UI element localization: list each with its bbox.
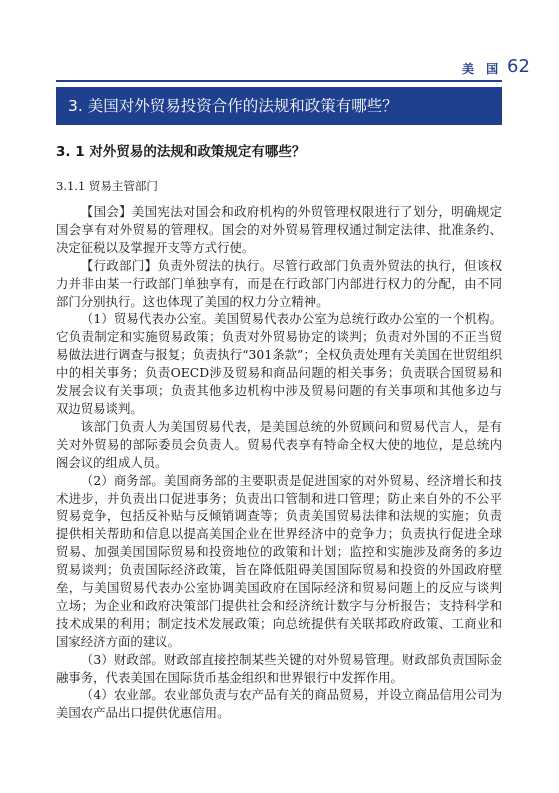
page-number: 62 xyxy=(507,56,530,77)
paragraph-commerce: （2）商务部。美国商务部的主要职责是促进国家的对外贸易、经济增长和技术进步，并负责出口促进事务；负责出口管制和进口管理；防止来自外的不公平贸易竞争，包括反补贴与反倾销调查等；负责美国贸易法律和法规的实施；负责提供相关帮助和信息以提高美国企业在世界经济中的竞争力；负责执行促进全球贸易、加强美国国际贸易和投资地位的政策和计划；监控和实施涉及商务的多边贸易谈判；负责国际经济政策，旨在降低阻碍美国国际贸易和投资的外国政府壁垒，与美国贸易代表办公室协调美国政府在国际经济和贸易问题上的反应与谈判立场；为企业和政府决策部门提供社会和经济统计数字与分析报告；支持科学和技术成果的利用；制定技术发展政策；向总统提供有关联邦政府政策、工商业和国家经济方面的建议。 xyxy=(56,472,502,649)
header-country: 美 国 xyxy=(462,62,503,76)
header-rule xyxy=(56,80,502,82)
chapter-title-bar xyxy=(56,87,502,125)
paragraph-agriculture: （4）农业部。农业部负责与农产品有关的商品贸易，并设立商品信用公司为美国农产品出口提供优惠信用。 xyxy=(56,687,502,721)
paragraph-trade-rep-head: 该部门负责人为美国贸易代表，是美国总统的外贸顾问和贸易代言人，是有关对外贸易的部际委员会负责人。贸易代表享有特命全权大使的地位，是总统内阁会议的组成人员。 xyxy=(56,418,502,470)
paragraph-executive: 【行政部门】负责外贸法的执行。尽管行政部门负责外贸法的执行，但该权力并非由某一行政部门单独享有，而是在行政部门内部进行权力的分配，由不同部门分别执行。这也体现了美国的权力分立精神。 xyxy=(56,257,502,309)
paragraph-treasury: （3）财政部。财政部直接控制某些关键的对外贸易管理。财政部负责国际金融事务，代表美国在国际货币基金组织和世界银行中发挥作用。 xyxy=(56,651,502,685)
paragraph-congress: 【国会】美国宪法对国会和政府机构的外贸管理权限进行了划分，明确规定国会享有对外贸易的管理权。国会的对外贸易管理权通过制定法律、批准条约、决定征税以及掌握开支等方式行使。 xyxy=(56,204,502,255)
subsection-heading: 3.1.1 贸易主管部门 xyxy=(56,179,158,193)
paragraph-trade-representative: （1）贸易代表办公室。美国贸易代表办公室为总统行政办公室的一个机构。它负责制定和实施贸易政策；负责对外贸易协定的谈判；负责对外国的不正当贸易做法进行调查与报复；负责执行“301条款”；全权负责处理有关美国在世贸组织中的相关事务；负责OECD涉及贸易和商品问题的相关事务；负责联合国贸易和发展会议有关事项；负责其他多边机构中涉及贸易问题的有关事项和其他多边与双边贸易谈判。 xyxy=(56,311,502,416)
chapter-title: 3. 美国对外贸易投资合作的法规和政策有哪些？ xyxy=(68,97,398,115)
section-heading: 3. 1 对外贸易的法规和政策规定有哪些？ xyxy=(56,144,306,160)
body-text xyxy=(56,203,502,722)
